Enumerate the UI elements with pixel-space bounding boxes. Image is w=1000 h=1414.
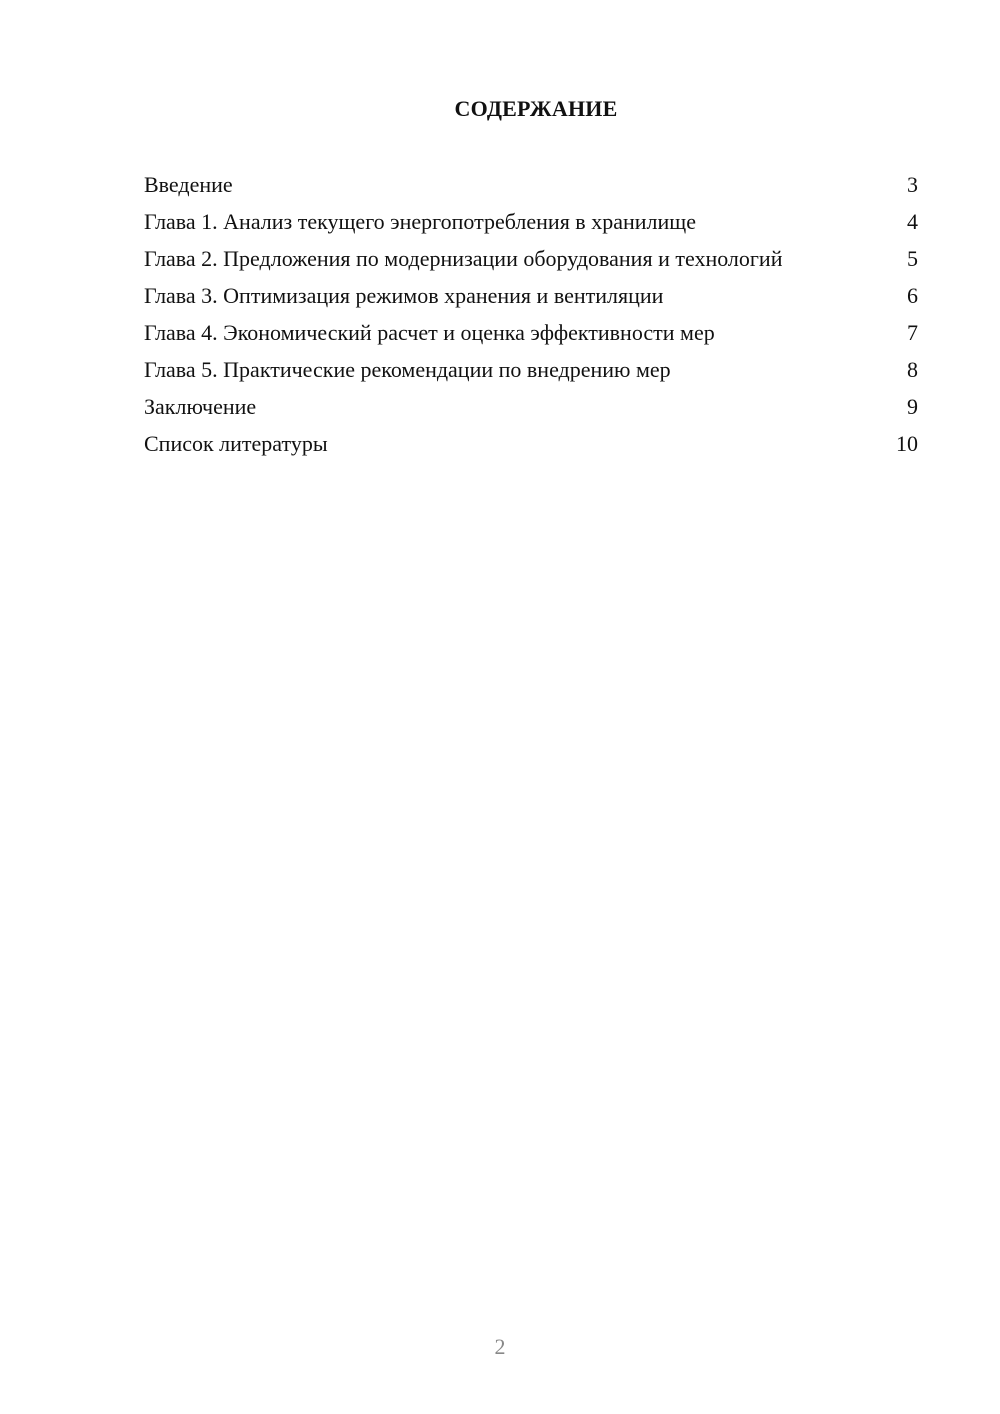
toc-entry-page: 4	[907, 209, 918, 234]
toc-entry-chapter-2	[144, 246, 918, 271]
table-of-contents	[144, 172, 918, 468]
toc-entry-chapter-3	[144, 283, 918, 308]
toc-entry-text: Список литературы	[144, 431, 328, 456]
toc-entry-page: 6	[907, 283, 918, 308]
toc-entry-page: 10	[896, 431, 918, 456]
toc-entry-page: 5	[907, 246, 918, 271]
toc-entry-references	[144, 431, 918, 456]
toc-entry-text: Глава 3. Оптимизация режимов хранения и вентиляции	[144, 283, 664, 308]
toc-entry-text: Глава 4. Экономический расчет и оценка эффективности мер	[144, 320, 715, 345]
toc-entry-text: Глава 1. Анализ текущего энергопотребления в хранилище	[144, 209, 696, 234]
page-title: СОДЕРЖАНИЕ	[454, 96, 618, 121]
toc-entry-text: Глава 2. Предложения по модернизации оборудования и технологий	[144, 246, 783, 271]
toc-entry-conclusion	[144, 394, 918, 419]
toc-entry-page: 3	[907, 172, 918, 197]
toc-entry-chapter-4	[144, 320, 918, 345]
toc-entry-text: Глава 5. Практические рекомендации по внедрению мер	[144, 357, 671, 382]
toc-entry-text: Заключение	[144, 394, 257, 419]
toc-entry-introduction	[144, 172, 918, 197]
toc-entry-page: 9	[907, 394, 918, 419]
toc-entry-page: 7	[907, 320, 918, 345]
page-number: 2	[494, 1334, 506, 1359]
toc-entry-chapter-1	[144, 209, 918, 234]
toc-entry-page: 8	[907, 357, 918, 382]
toc-entry-chapter-5	[144, 357, 918, 382]
toc-entry-text: Введение	[144, 172, 233, 197]
